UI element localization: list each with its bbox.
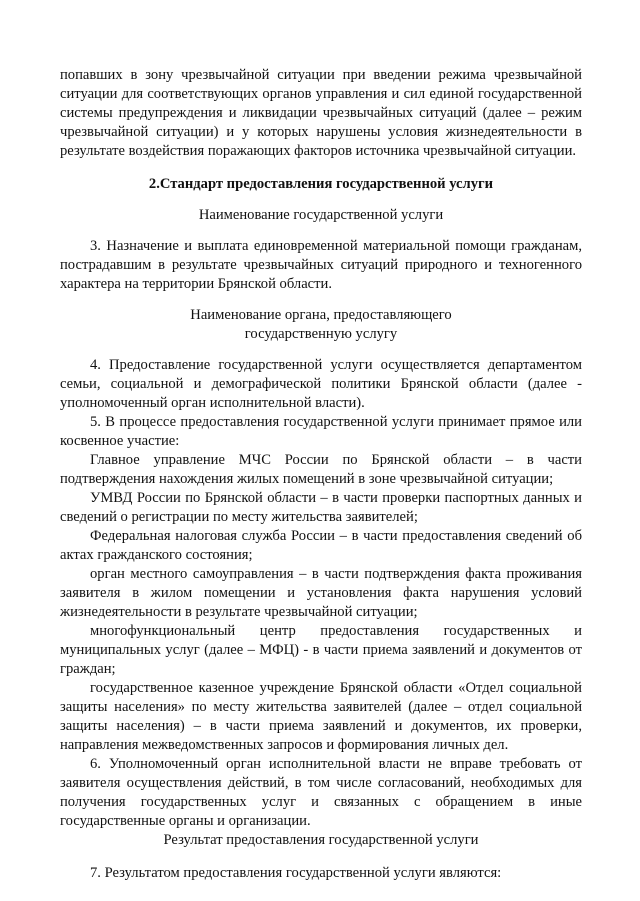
subheading-organ-line1: Наименование органа, предоставляющего — [190, 307, 452, 323]
section-title: 2.Стандарт предоставления государственной услуги — [148, 176, 494, 192]
paragraph-5-local-government: орган местного самоуправления – в части подтверждения факта проживания заявителя в жилом помещении и установления факта нарушения условий жизнедеятельности в результате чрезвычайной ситуации; — [60, 566, 582, 620]
subheading-service-name: Наименование государственной услуги — [198, 207, 444, 223]
paragraph-6: 6. Уполномоченный орган исполнительной власти не вправе требовать от заявителя осуществления действий, в том числе согласований, необходимых для получения государственных услуг и связанных с обращением в иные государственные органы и организации. — [60, 756, 582, 829]
paragraph-5-fns: Федеральная налоговая служба России – в части предоставления сведений об актах гражданского состояния; — [60, 528, 582, 563]
paragraph-5: 5. В процессе предоставления государственной услуги принимает прямое или косвенное участие: — [60, 414, 582, 449]
paragraph-5-mfc: многофункциональный центр предоставления государственных и муниципальных услуг (далее – МФЦ) - в части приема заявлений и документов от граждан; — [60, 623, 582, 677]
paragraph-3: 3. Назначение и выплата единовременной материальной помощи гражданам, пострадавшим в результате чрезвычайных ситуаций природного и техногенного характера на территории Брянской области. — [60, 238, 582, 292]
subheading-result: Результат предоставления государственной услуги — [163, 832, 479, 848]
intro-paragraph: попавших в зону чрезвычайной ситуации при введении режима чрезвычайной ситуации для соответствующих органов управления и сил единой государственной системы предупреждения и ликвидации чрезвычайных ситуаций (далее – режим чрезвычайной ситуации) и у которых нарушены условия жизнедеятельности в результате воздействия поражающих факторов источника чрезвычайной ситуации. — [60, 67, 582, 159]
paragraph-5-umvd: УМВД России по Брянской области – в части проверки паспортных данных и сведений о регистрации по месту жительства заявителей; — [60, 490, 582, 525]
paragraph-7: 7. Результатом предоставления государственной услуги являются: — [90, 865, 502, 881]
subheading-organ-line2: государственную услугу — [244, 326, 398, 342]
subheading-organ — [60, 306, 582, 344]
paragraph-5-mchs: Главное управление МЧС России по Брянской области – в части подтверждения нахождения жилых помещений в зоне чрезвычайной ситуации; — [60, 452, 582, 487]
paragraph-4: 4. Предоставление государственной услуги осуществляется департаментом семьи, социальной и демографической политики Брянской области (далее - уполномоченный орган исполнительной власти). — [60, 357, 582, 411]
paragraph-5-gku: государственное казенное учреждение Брянской области «Отдел социальной защиты населения» по месту жительства заявителей (далее – отдел социальной защиты населения) – в части приема заявлений и документов, их проверки, направления межведомственных запросов и формирования личных дел. — [60, 680, 582, 753]
